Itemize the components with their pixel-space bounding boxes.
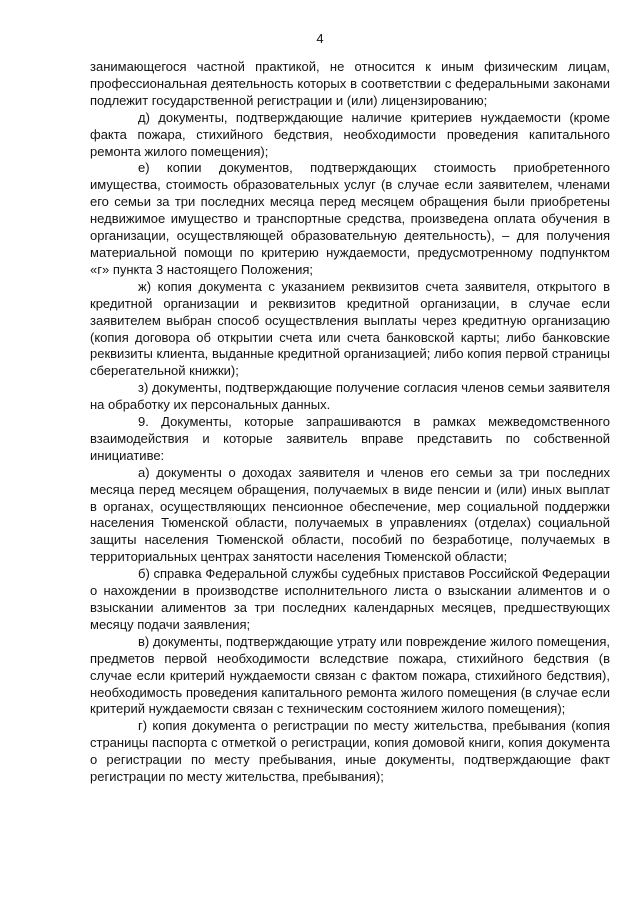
paragraph-section-9: 9. Документы, которые запрашиваются в рамках межведомственного взаимодействия и которые заявитель вправе представить по собственной инициативе: xyxy=(90,414,610,463)
paragraph-item-e: е) копии документов, подтверждающих стоимость приобретенного имущества, стоимость образовательных услуг (в случае если заявителем, членами его семьи за три последних месяца перед месяцем обращения были приобретены недвижимое имущество и транспортные средства, произведена оплата обучения в организации, осуществляющей образовательную деятельность), – для получения материальной помощи по критерию нуждаемости, предусмотренному подпунктом «г» пункта 3 настоящего Положения; xyxy=(90,160,610,277)
paragraph-item-zh: ж) копия документа с указанием реквизитов счета заявителя, открытого в кредитной организации и реквизитов кредитной организации, в случае если заявителем выбран способ осуществления выплаты через кредитную организацию (копия договора об открытии счета или счета банковской карты; либо банковские реквизиты клиента, выданные кредитной организацией; либо копия первой страницы сберегательной книжки); xyxy=(90,278,610,379)
paragraph-item-g: г) копия документа о регистрации по месту жительства, пребывания (копия страницы паспорта с отметкой о регистрации, копия домовой книги, копия документа о регистрации по месту пребывания, иные документы, подтверждающие факт регистрации по месту жительства, пребывания); xyxy=(90,718,610,785)
paragraph-item-v: в) документы, подтверждающие утрату или повреждение жилого помещения, предметов первой необходимости вследствие пожара, стихийного бедствия (в случае если критерий нуждаемости связан с фактом пожара, стихийного бедствия), необходимость проведения капитального ремонта жилого помещения (в случае если критерий нуждаемости связан с техническим состоянием жилого помещения); xyxy=(90,633,610,717)
page-number: 4 xyxy=(316,31,324,46)
paragraph-item-a: а) документы о доходах заявителя и членов его семьи за три последних месяца перед месяцем обращения, получаемых в виде пенсии и (или) иных выплат в органах, осуществляющих пенсионное обеспечение, мер социальной поддержки населения Тюменской области, получаемых в управлениях (отделах) социальной защиты населения Тюменской области, пособий по безработице, получаемых в территориальных центрах занятости населения Тюменской области; xyxy=(90,464,610,565)
paragraph-item-d: д) документы, подтверждающие наличие критериев нуждаемости (кроме факта пожара, стихийного бедствия, необходимости проведения капитального ремонта жилого помещения); xyxy=(90,109,610,159)
paragraph-continuation: занимающегося частной практикой, не относится к иным физическим лицам, профессиональная деятельность которых в соответствии с федеральными законами подлежит государственной регистрации и (или) лицензированию; xyxy=(90,59,610,108)
paragraph-item-z: з) документы, подтверждающие получение согласия членов семьи заявителя на обработку их персональных данных. xyxy=(90,380,610,413)
document-body xyxy=(90,59,610,786)
paragraph-item-b: б) справка Федеральной службы судебных приставов Российской Федерации о нахождении в производстве исполнительного листа о взыскании алиментов и о взыскании алиментов за три последних календарных месяцев, предшествующих месяцу подачи заявления; xyxy=(90,566,610,632)
